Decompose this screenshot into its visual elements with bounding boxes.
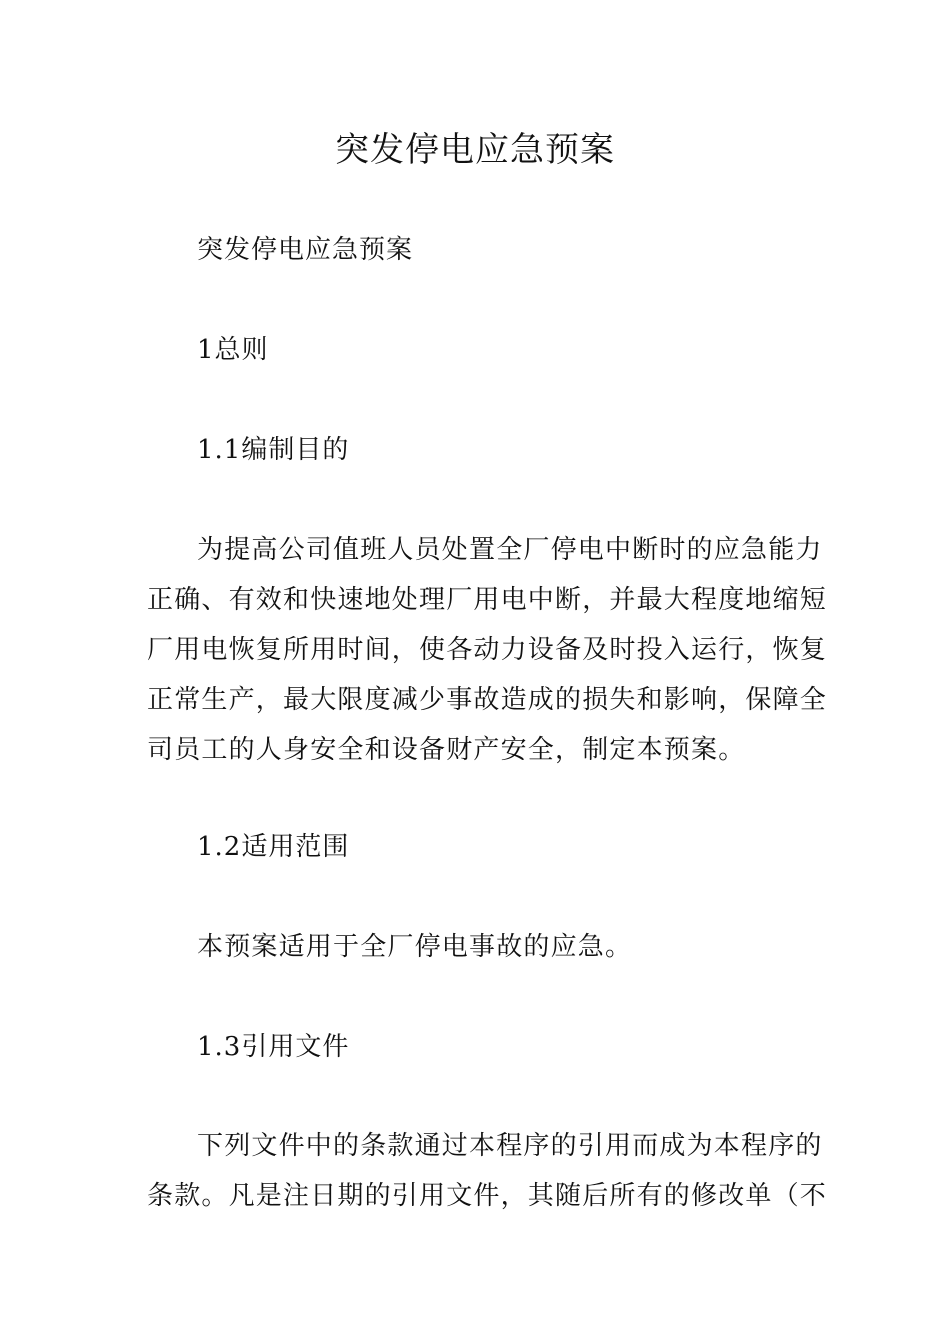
section-heading-1-2: 1.2适用范围	[197, 832, 350, 862]
paragraph-1-1-line: 正常生产，最大限度减少事故造成的损失和影响，保障全	[147, 685, 828, 715]
section-heading-1-3: 1.3引用文件	[197, 1032, 350, 1062]
paragraph-1-1-line: 正确、有效和快速地处理厂用电中断，并最大程度地缩短	[147, 585, 828, 615]
section-heading-1: 1总则	[197, 335, 269, 365]
paragraph-1-1-line: 司员工的人身安全和设备财产安全，制定本预案。	[147, 735, 746, 765]
paragraph-1-2: 本预案适用于全厂停电事故的应急。	[197, 932, 633, 962]
paragraph-1-1-line: 为提高公司值班人员处置全厂停电中断时的应急能力	[197, 535, 823, 565]
section-heading-1-1: 1.1编制目的	[197, 435, 350, 465]
document-subtitle: 突发停电应急预案	[197, 235, 414, 265]
paragraph-1-3-line: 下列文件中的条款通过本程序的引用而成为本程序的	[197, 1131, 823, 1161]
paragraph-1-3-line: 条款。凡是注日期的引用文件，其随后所有的修改单（不	[147, 1181, 828, 1211]
paragraph-1-1-line: 厂用电恢复所用时间，使各动力设备及时投入运行，恢复	[147, 635, 828, 665]
document-title: 突发停电应急预案	[335, 130, 615, 170]
